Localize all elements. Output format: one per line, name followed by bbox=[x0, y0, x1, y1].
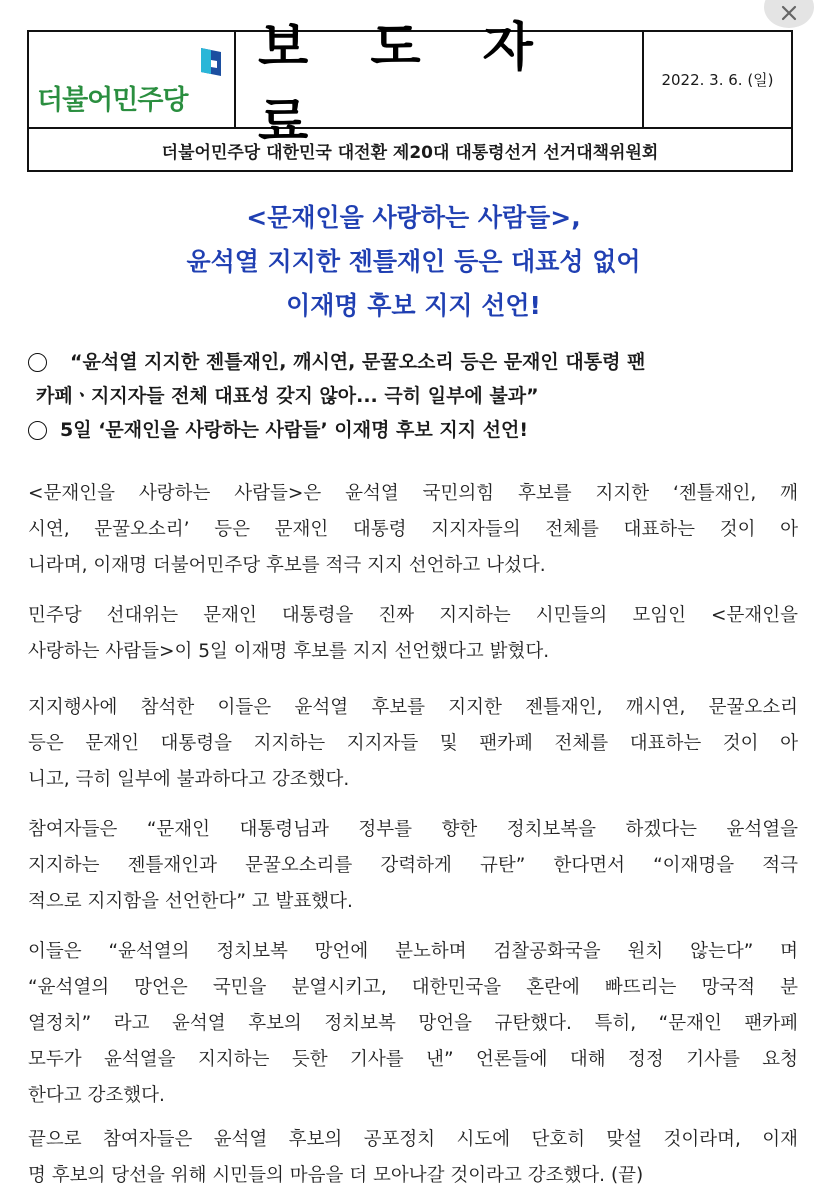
close-icon bbox=[780, 4, 798, 22]
paragraph-line: <문재인을 사랑하는 사람들>은 윤석열 국민의힘 후보를 지지한 ‘젠틀재인, 깨 bbox=[28, 483, 798, 504]
body-paragraph bbox=[28, 476, 798, 584]
paragraph-line: 모두가 윤석열을 지지하는 듯한 기사를 낸” 언론들에 대해 정정 기사를 요청 bbox=[28, 1049, 798, 1070]
paragraph-line: 참여자들은 “문재인 대통령님과 정부를 향한 정치보복을 하겠다는 윤석열을 bbox=[28, 819, 798, 840]
date-cell bbox=[644, 32, 791, 127]
paragraph-line: 니라며, 이재명 더불어민주당 후보를 적극 지지 선언하고 나섰다. bbox=[28, 555, 546, 576]
body-paragraph bbox=[28, 598, 798, 670]
party-logo bbox=[29, 32, 236, 127]
paragraph-line: 지지행사에 참석한 이들은 윤석열 후보를 지지한 젠틀재인, 깨시연, 문꿀오소리 bbox=[28, 697, 798, 718]
paragraph-line: 민주당 선대위는 문재인 대통령을 진짜 지지하는 시민들의 모임인 <문재인을 bbox=[28, 605, 798, 626]
summary-bullet bbox=[28, 345, 798, 413]
party-logo-text: 더불어민주당 bbox=[37, 85, 188, 116]
paragraph-line: 한다고 강조했다. bbox=[28, 1085, 165, 1106]
circle-bullet-icon bbox=[28, 421, 47, 440]
paragraph-line: “윤석열의 망언은 국민을 분열시키고, 대한민국을 혼란에 빠뜨리는 망국적 분 bbox=[28, 977, 798, 998]
headline-line: 윤석열 지지한 젠틀재인 등은 대표성 없어 bbox=[186, 247, 641, 276]
close-button[interactable] bbox=[764, 0, 814, 28]
paragraph-line: 니고, 극히 일부에 불과하다고 강조했다. bbox=[28, 769, 350, 790]
paragraph-line: 이들은 “윤석열의 정치보복 망언에 분노하며 검찰공화국을 원치 않는다” 며 bbox=[28, 941, 798, 962]
headline-line: 이재명 후보 지지 선언! bbox=[286, 291, 541, 320]
paragraph-line: 지지하는 젠틀재인과 문꿀오소리를 강력하게 규탄” 한다면서 “이재명을 적극 bbox=[28, 855, 798, 876]
paragraph-line: 사랑하는 사람들>이 5일 이재명 후보를 지지 선언했다고 밝혔다. bbox=[28, 641, 550, 662]
body-paragraph bbox=[28, 690, 798, 798]
body-paragraph bbox=[28, 1122, 798, 1194]
title-cell bbox=[236, 17, 644, 153]
circle-bullet-icon bbox=[28, 353, 47, 372]
summary-bullets bbox=[28, 345, 798, 447]
paragraph-line: 열정치” 라고 윤석열 후보의 정치보복 망언을 규탄했다. 특히, “문재인 팬카페 bbox=[28, 1013, 798, 1034]
organization-name: 더불어민주당 대한민국 대전환 제20대 대통령선거 선거대책위원회 bbox=[161, 143, 659, 163]
party-flag-icon bbox=[197, 46, 225, 82]
release-date: 2022. 3. 6. (일) bbox=[661, 71, 774, 89]
summary-bullet bbox=[28, 413, 798, 447]
bullet-line: 5일 ‘문재인을 사랑하는 사람들’ 이재명 후보 지지 선언! bbox=[60, 419, 529, 441]
paragraph-line: 명 후보의 당선을 위해 시민들의 마음을 더 모아나갈 것이라고 강조했다. (끝) bbox=[28, 1165, 644, 1186]
paragraph-line: 끝으로 참여자들은 윤석열 후보의 공포정치 시도에 단호히 맞설 것이라며, 이재 bbox=[28, 1129, 798, 1150]
bullet-line: “윤석열 지지한 젠틀재인, 깨시연, 문꿀오소리 등은 문재인 대통령 팬 bbox=[70, 351, 646, 373]
headline bbox=[40, 196, 787, 328]
press-release-header bbox=[27, 17, 793, 172]
paragraph-line: 등은 문재인 대통령을 지지하는 지지자들 및 팬카페 전체를 대표하는 것이 아 bbox=[28, 733, 798, 754]
body-paragraph bbox=[28, 934, 798, 1114]
body-paragraph bbox=[28, 812, 798, 920]
paragraph-line: 시연, 문꿀오소리’ 등은 문재인 대통령 지지자들의 전체를 대표하는 것이 아 bbox=[28, 519, 798, 540]
page-title: 보 도 자 료 bbox=[258, 17, 555, 153]
headline-line: <문재인을 사랑하는 사람들>, bbox=[246, 203, 581, 232]
bullet-line: 카페ㆍ지지자들 전체 대표성 갖지 않아... 극히 일부에 불과” bbox=[36, 385, 539, 407]
paragraph-line: 적으로 지지함을 선언한다” 고 발표했다. bbox=[28, 891, 353, 912]
